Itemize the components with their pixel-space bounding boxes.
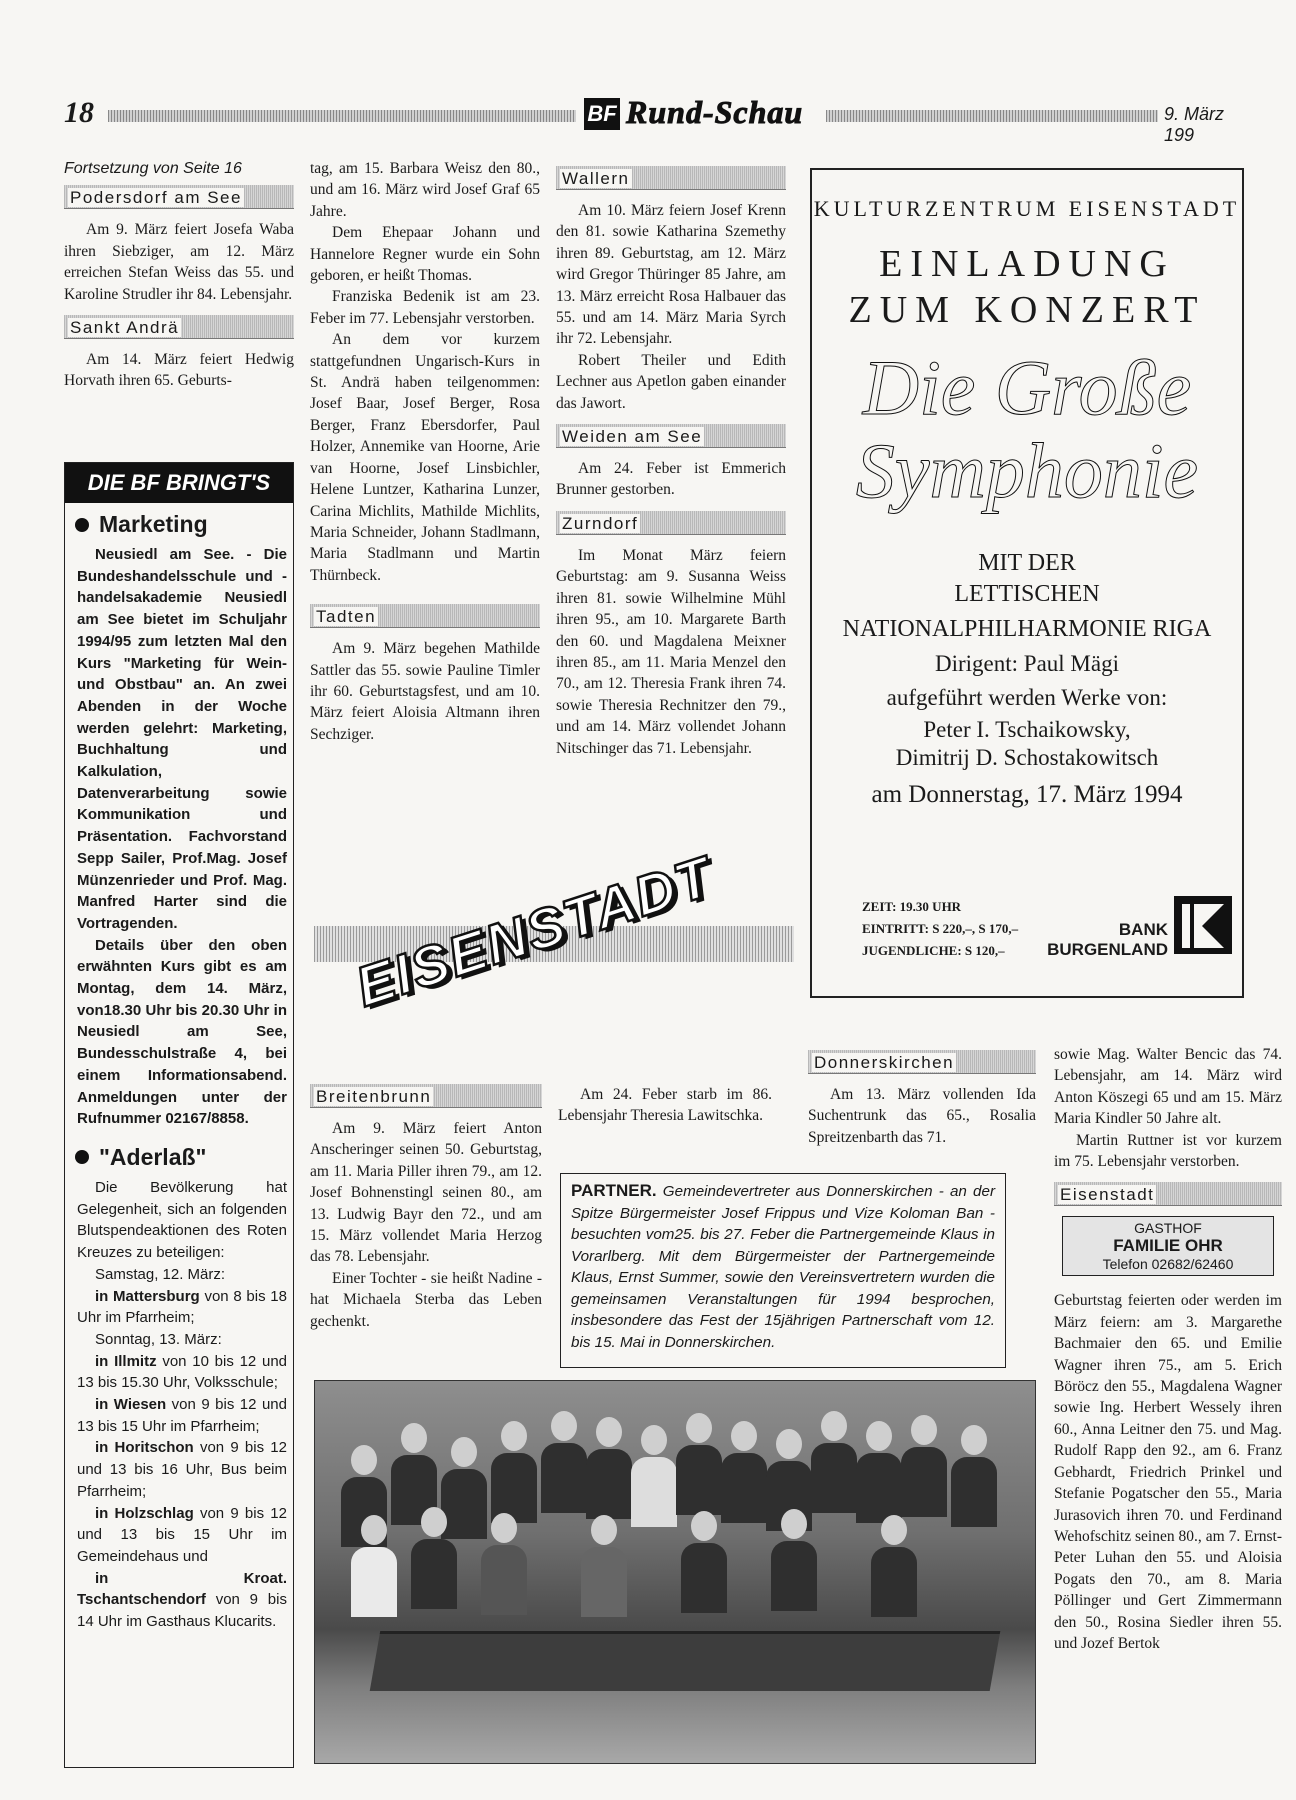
right-p3: Geburtstag feierten oder werden im März feiern: am 3. Margarethe Bachmaier den 65. und Emilie Wagner ihren 75., am 5. Erich Böröcz den 55., Magdalena Wagner sowie Ing. Herbert Wessely ihren 60., Anna Leitner den 75. und Mag. Rudolf Rapp den 92., am 6. Franz Gebhardt, Friedrich Prinkel und Stefanie Pogatscher den 55., Maria Jurasovich ihren 70. und Ferdinand Wehofschitz seinen 80., am 7. Ernst-Peter Luhan den 55. und Aloisia Pogats den 70., am 8. Maria Pöllinger und Gert Zimmermann den 50., Rosina Siedler ihren 55. und Jozef Bertok [1054, 1292, 1282, 1652]
tadten-text: Am 9. März begehen Mathilde Sattler das 55. sowie Pauline Timler ihr 60. Geburtstagsfest, und am 10. März feiert Aloisia Altmann ihren Sechziger. [310, 640, 540, 743]
bullet-icon [75, 1150, 89, 1164]
ad-title-script-2: Symphonie [855, 427, 1199, 514]
ad-works-intro: aufgeführt werden Werke von: [886, 685, 1168, 710]
photo-person [905, 1415, 943, 1517]
photo-person [635, 1425, 673, 1527]
lawitschka-notice: Am 24. Feber starb im 86. Lebensjahr Theresia Lawitschka. [558, 1086, 772, 1125]
photo-person [355, 1515, 393, 1617]
header-rule-left [108, 110, 576, 122]
column-1 [64, 158, 294, 392]
ad-invitation-line2: ZUM KONZERT [848, 289, 1206, 331]
weiden-text: Am 24. Feber ist Emmerich Brunner gestorben. [556, 460, 786, 499]
section-heading-eisenstadt: Eisenstadt [1054, 1182, 1282, 1206]
ad-entry: EINTRITT: S 220,–, S 170,– [862, 921, 1019, 936]
photo-person [485, 1513, 523, 1615]
partner-text: Gemeindevertreter aus Donnerskirchen - an der Spitze Bürgermeister Josef Frippus und Vize Koloman Ban - besuchten vom25. bis 27. Feber die Partnergemeinde Klaus in Vorarlberg. Mit dem Bürgermeister der Partnergemeinde Klaus, Ernst Summer, sowie den Vereinsvertretern wurden die gemeinsamen Veranstaltungen für 1994 besprochen, insbesondere das Fest der 15jährigen Partnerschaft vom 12. bis 15. Mai in Donnerskirchen. [571, 1183, 995, 1351]
aderlass-heading: "Aderlaß" [65, 1136, 293, 1177]
section-heading-weiden: Weiden am See [556, 424, 786, 448]
ad-time: ZEIT: 19.30 UHR [862, 899, 962, 914]
col2-p4: An dem vor kurzem stattgefundnen Ungarisch-Kurs in St. Andrä haben teilgenommen: Josef Baar, Josef Berger, Rosa Berger, Franz Ebersdorfer, Paul Holzer, Annemike van Hoorne, Arie van Hoorne, Josef Linsbichler, Helene Luntzer, Katharina Lunzer, Carina Michlits, Mathilde Michlits, Maria Schneider, Johann Stadlmann, Maria Stadlmann und Martin Thürnbeck. [310, 331, 540, 584]
header-date: 9. März 199 [1158, 104, 1224, 146]
photo-person [545, 1411, 583, 1513]
bullet-icon [75, 518, 89, 532]
ad-composer-1: Peter I. Tschaikowsky, [923, 717, 1131, 742]
banner-text: EISENSTADT [348, 844, 721, 1019]
ad-venue: KULTURZENTRUM EISENSTADT [813, 196, 1241, 221]
photo-table [370, 1631, 1001, 1691]
photo-person [680, 1413, 718, 1515]
sidebar-box [64, 462, 294, 1768]
section-heading-tadten: Tadten [310, 604, 540, 628]
column-2 [310, 158, 540, 745]
photo-person [815, 1411, 853, 1513]
section-heading-wallern: Wallern [556, 166, 786, 190]
continuation-note: Fortsetzung von Seite 16 [64, 160, 242, 177]
gasthof-ad [1062, 1216, 1274, 1276]
ad-orchestra-1: LETTISCHEN [954, 581, 1100, 607]
photo-person [585, 1515, 623, 1617]
gasthof-label: GASTHOF [1134, 1220, 1202, 1237]
breitenbrunn-p2: Einer Tochter - sie heißt Nadine - hat Michaela Sterba das Leben gechenkt. [310, 1269, 542, 1330]
concert-advertisement [810, 168, 1244, 998]
marketing-text: Neusiedl am See. - Die Bundeshandelsschule und -handelsakademie Neusiedl am See bietet im Schuljahr 1994/95 zum letzten Mal den Kurs "Marketing für Wein- und Obstbau" an. An zwei Abenden in der Woche werden gelehrt: Marketing, Buchhaltung und Kalkulation, Datenverarbeitung sowie Kommunikation und Präsentation. Fachvorstand Sepp Sailer, Prof.Mag. Josef Münzenrieder und Prof. Mag. Manfred Harter sind die Vortragenden. Details über den oben erwähnten Kurs gibt es am Montag, dem 14. März, von18.30 Uhr bis 20.30 Uhr in Neusiedl am See, Bundesschulstraße 4, bei einem Informationsabend. Anmeldungen unter der Rufnummer 02167/8858. [77, 546, 287, 1128]
partner-box [560, 1173, 1006, 1368]
breitenbrunn-p1: Am 9. März feiert Anton Anscheringer seinen 50. Geburtstag, am 11. Maria Piller ihren 79., am 12. Josef Bohnenstingl seinen 80., am 13. Ludwig Bayr den 72., und am 15. März vollendet Maria Herzog das 78. Lebensjahr. [310, 1120, 542, 1266]
eisenstadt-banner [314, 844, 794, 1050]
donnerskirchen-article [808, 1050, 1036, 1148]
right-p1: sowie Mag. Walter Bencic das 74. Lebensjahr, am 14. März wird Anton Köszegi 65 und am 15. März Maria Kindler 50 Jahre alt. [1054, 1046, 1282, 1128]
ad-orchestra-2: NATIONALPHILHARMONIE RIGA [842, 616, 1212, 642]
gasthof-phone: Telefon 02682/62460 [1102, 1256, 1234, 1273]
section-heading-podersdorf: Podersdorf am See [64, 185, 294, 209]
page-header [64, 94, 1225, 145]
photo-person [415, 1507, 453, 1609]
photo-person [860, 1421, 898, 1523]
photo-person [725, 1421, 763, 1523]
photo-person [495, 1421, 533, 1523]
ad-conductor: Dirigent: Paul Mägi [935, 651, 1119, 676]
logo-letters: BF [584, 98, 620, 130]
bank-logo-icon [1174, 896, 1232, 954]
logo-title: Rund-Schau [626, 94, 804, 130]
breitenbrunn-article [310, 1084, 542, 1332]
col2-p3: Franziska Bedenik ist am 23. Feber im 77. Lebensjahr verstorben. [310, 288, 540, 327]
wallern-p1: Am 10. März feiern Josef Krenn den 81. sowie Katharina Szemethy ihren 89. Geburtstag, am 12. März wird Gregor Thüringer 85 Jahre, am 13. März erreicht Rosa Halbauer das 55. und am 14. März Maria Syrch ihr 72. Lebensjahr. [556, 202, 786, 348]
group-photo [314, 1380, 1036, 1764]
section-heading-zurndorf: Zurndorf [556, 511, 786, 535]
donnerskirchen-text: Am 13. März vollenden Ida Suchentrunk das 65., Rosalia Spreitzenbarth das 71. [808, 1086, 1036, 1146]
zurndorf-text: Im Monat März feiern Geburtstag: am 9. Susanna Weiss ihren 81. sowie Wilhelmine Mühl ihren 95., am 10. Margarete Barth den 60. und Magdalena Meixner ihren 85., am 11. Maria Menzel den 70., am 12. Theresia Frank ihren 74. sowie Theresia Rechnitzer den 79., und am 14. März vollendet Johann Nitschinger das 71. Lebensjahr. [556, 546, 786, 757]
photo-person [685, 1511, 723, 1613]
aderlass-text: Die Bevölkerung hat Gelegenheit, sich an folgenden Blutspendeaktionen des Roten Kreuzes zu beteiligen: Samstag, 12. März: in Mattersburg von 8 bis 18 Uhr im Pfarrheim; Sonntag, 13. März: in Illmitz von 10 bis 12 und 13 bis 15.30 Uhr, Volksschule; in Wiesen von 9 bis 12 und 13 bis 15 Uhr im Pfarrheim; in Horitschon von 9 bis 12 und 13 bis 16 Uhr, Bus beim Pfarrheim; in Holzschlag von 9 bis 12 und 13 bis 15 Uhr im Gemeindehaus und in Kroat. Tschantschendorf von 9 bis 14 Uhr im Gasthaus Klucarits. [77, 1178, 288, 1631]
partner-lead: PARTNER. [571, 1181, 657, 1200]
page-number: 18 [64, 96, 94, 129]
column-3 [556, 166, 786, 759]
right-p2: Martin Ruttner ist vor kurzem im 75. Lebensjahr verstorben. [1054, 1131, 1282, 1171]
col2-p1: tag, am 15. Barbara Weisz den 80., und am 16. März wird Josef Graf 65 Jahre. [310, 160, 540, 220]
ad-date: am Donnerstag, 17. März 1994 [871, 781, 1183, 808]
photo-person [775, 1509, 813, 1611]
ad-youth: JUGENDLICHE: S 120,– [862, 943, 1005, 958]
marketing-heading: Marketing [65, 503, 293, 544]
col2-p2: Dem Ehepaar Johann und Hannelore Regner wurde ein Sohn geboren, er heißt Thomas. [310, 224, 540, 285]
section-heading-breitenbrunn: Breitenbrunn [310, 1084, 542, 1108]
podersdorf-text: Am 9. März feiert Josefa Waba ihren Siebziger, am 12. März erreichen Stefan Weiss das 55. und Karoline Strudler ihr 84. Lebensjahr. [64, 221, 294, 303]
right-column [1054, 1044, 1282, 1654]
ad-title-script-1: Die Große [862, 344, 1192, 431]
ad-mit-der: MIT DER [978, 550, 1076, 576]
wallern-p2: Robert Theiler und Edith Lechner aus Apetlon gaben einander das Jawort. [556, 351, 786, 412]
sidebar-title: DIE BF BRINGT'S [65, 463, 293, 503]
ad-details [862, 896, 1018, 962]
sankt-andra-text: Am 14. März feiert Hedwig Horvath ihren 65. Geburts- [64, 351, 294, 390]
photo-person [875, 1515, 913, 1617]
sponsor-name: BANK BURGENLAND [1047, 920, 1168, 959]
section-heading-sankt-andra: Sankt Andrä [64, 315, 294, 339]
gasthof-name: FAMILIE OHR [1113, 1236, 1223, 1256]
ad-invitation-line1: EINLADUNG [879, 243, 1175, 285]
photo-person [955, 1425, 993, 1527]
section-heading-donnerskirchen: Donnerskirchen [808, 1050, 1036, 1074]
ad-composer-2: Dimitrij D. Schostakowitsch [895, 745, 1159, 770]
photo-person [590, 1417, 628, 1519]
